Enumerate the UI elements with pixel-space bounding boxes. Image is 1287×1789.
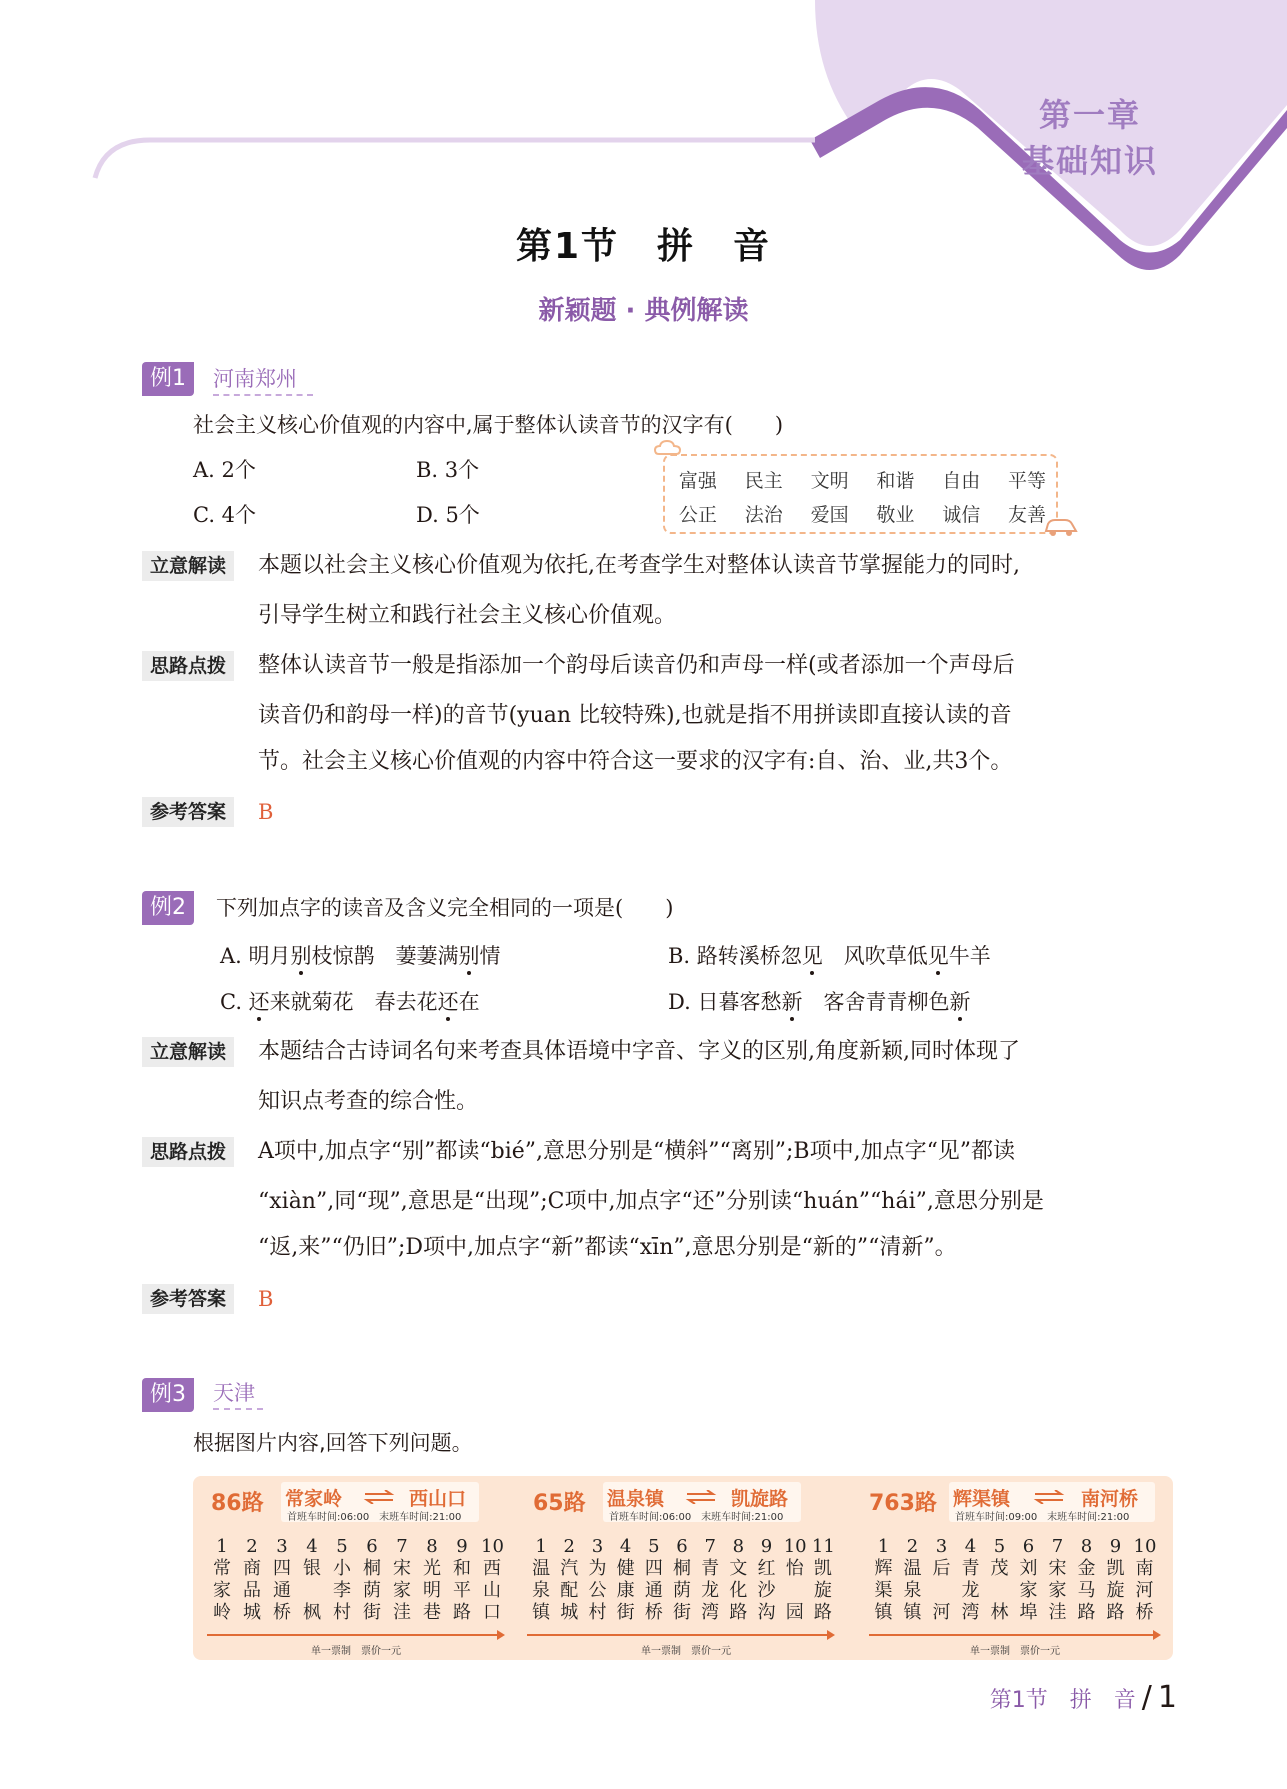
example1-question: 社会主义核心价值观的内容中,属于整体认读音节的汉字有( ) (193, 413, 784, 437)
bus-stop-char: 3 (591, 1536, 604, 1557)
core-value: 爱国 (810, 504, 849, 526)
bus-stop-char (989, 1580, 1011, 1602)
bus-stop (331, 1536, 353, 1624)
bus-stop-char: 桥 (644, 1602, 663, 1623)
core-value: 富强 (678, 470, 717, 492)
bus-stop-char: 5 (336, 1536, 348, 1557)
bus-stop-char: 辉 (874, 1558, 893, 1579)
bus-route-86 (193, 1476, 519, 1660)
bus-stop-char: 9 (1109, 1536, 1122, 1557)
bus-stop-char: 旋 (813, 1580, 832, 1601)
bus-stop-char: 商 (243, 1558, 261, 1579)
bus-stop-char: 街 (616, 1602, 635, 1623)
bus-stop-char: 岭 (213, 1602, 231, 1623)
bus-stop-char: 家 (213, 1580, 231, 1601)
bus-stop-char: 桥 (1135, 1602, 1154, 1623)
route-header (603, 1482, 801, 1522)
dotted-char: 别 (458, 944, 480, 968)
bus-stop-char: 巷 (423, 1602, 441, 1623)
bus-stop-char: 马 (1077, 1580, 1096, 1601)
fare-info: 单一票制 票价一元 (970, 1646, 1060, 1657)
example2-question: 下列加点字的读音及含义完全相同的一项是( ) (216, 896, 674, 920)
bus-stop-char: 10 (481, 1536, 504, 1557)
bus-stop-char: 镇 (874, 1602, 893, 1623)
example1-hint-line2: 读音仍和韵母一样)的音节(yuan 比较特殊),也就是指不用拼读即直接认读的音 (258, 703, 1012, 728)
route-header (949, 1482, 1155, 1522)
page-number: 1 (1157, 1680, 1177, 1715)
dotted-char: 新 (781, 990, 803, 1014)
bus-stop-char: 龙 (701, 1580, 720, 1601)
bus-stop-char: 镇 (903, 1602, 922, 1623)
example2-option-b (668, 941, 991, 971)
bus-stop-char: 后 (932, 1558, 951, 1579)
route-number: 763路 (869, 1491, 937, 1516)
bus-stop-char: 口 (483, 1602, 501, 1623)
bus-stop-char: 1 (216, 1536, 228, 1557)
example1-answer-label: 参考答案 (142, 797, 234, 827)
bus-stop-char: 茂 (990, 1558, 1009, 1579)
route-end: 凯旋路 (731, 1488, 789, 1510)
bus-stop-char: 洼 (393, 1602, 411, 1623)
bus-stop (960, 1536, 982, 1624)
core-value: 和谐 (876, 470, 915, 492)
bus-stop (902, 1536, 924, 1624)
bus-stop-char: 埠 (1019, 1602, 1038, 1623)
bus-stop-char: 路 (1077, 1602, 1096, 1623)
option-text: A. 明月 (220, 944, 291, 968)
core-value: 文明 (810, 470, 849, 492)
option-text: 枝惊鹊 萋萋满 (311, 944, 459, 968)
bus-stop-char: 路 (1106, 1602, 1125, 1623)
page-footer (990, 1680, 1177, 1715)
bus-stop-char: 桐 (363, 1558, 381, 1579)
bus-stop-char: 4 (964, 1536, 977, 1557)
core-value: 法治 (744, 504, 783, 526)
route-times: 首班车时间:06:00 末班车时间:21:00 (609, 1512, 784, 1523)
bus-stop-char: 7 (396, 1536, 408, 1557)
bus-stop-char: 2 (246, 1536, 258, 1557)
bus-stop-char: 湾 (961, 1602, 980, 1623)
example1-analysis-line2: 引导学生树立和践行社会主义核心价值观。 (258, 603, 677, 628)
bus-stop-char: 7 (1051, 1536, 1064, 1557)
example3-region: 天津 (213, 1381, 255, 1405)
route-start: 常家岭 (285, 1488, 343, 1510)
bus-stop (481, 1536, 503, 1624)
bus-route-65 (523, 1476, 849, 1660)
example1-region: 河南郑州 (213, 367, 297, 391)
bus-stop-char: 3 (276, 1536, 288, 1557)
bus-stop-char: 9 (456, 1536, 468, 1557)
core-value: 自由 (942, 470, 981, 492)
direction-arrow (527, 1634, 833, 1636)
bus-stop-char: 平 (453, 1580, 471, 1601)
bus-stop-char: 5 (993, 1536, 1006, 1557)
bus-stop (784, 1536, 806, 1624)
bus-stop-char: 四 (644, 1558, 663, 1579)
bus-stop (1105, 1536, 1127, 1624)
core-value: 平等 (1008, 470, 1047, 492)
example2-option-d (668, 987, 970, 1017)
bus-stop-char: 2 (563, 1536, 575, 1557)
bus-stop-char: 文 (729, 1558, 748, 1579)
example2-option-a (220, 941, 501, 971)
example1-hint-line1: 整体认读音节一般是指添加一个韵母后读音仍和声母一样(或者添加一个声母后 (258, 653, 1015, 678)
bus-stop-char: 荫 (673, 1580, 691, 1601)
bus-stop-char: 湾 (701, 1602, 720, 1623)
bus-stop-char: 城 (560, 1602, 579, 1623)
bus-route-panel (193, 1476, 1173, 1660)
bus-stop-char: 3 (935, 1536, 948, 1557)
bus-stop (931, 1536, 953, 1624)
bus-stop (586, 1536, 608, 1624)
example2-answer-label: 参考答案 (142, 1284, 234, 1314)
example2-hint-line3: “返,来”“仍旧”;D项中,加点字“新”都读“xīn”,意思分别是“新的”“清新”。 (258, 1235, 957, 1260)
bus-stop-char: 李 (333, 1580, 351, 1601)
bus-stop-char: 化 (729, 1580, 748, 1601)
bus-stop-char: 8 (1080, 1536, 1093, 1557)
core-value: 民主 (744, 470, 783, 492)
example1-tag: 例1 (142, 362, 194, 396)
bus-stop-char: 青 (701, 1558, 720, 1579)
bus-stop-char: 家 (393, 1580, 411, 1601)
bus-stop-char: 园 (785, 1602, 804, 1623)
chapter-title: 基础知识 (1021, 142, 1158, 180)
example1-answer: B (258, 800, 274, 824)
cloud-icon (653, 438, 683, 460)
bus-stop-char: 1 (535, 1536, 547, 1557)
bus-stop (1134, 1536, 1156, 1624)
route-number: 65路 (533, 1491, 586, 1516)
bus-stop-char: 4 (306, 1536, 318, 1557)
dotted-char: 还 (437, 990, 459, 1014)
fare-info: 单一票制 票价一元 (311, 1646, 401, 1657)
bus-stop-char: 路 (453, 1602, 471, 1623)
example2-hint-label: 思路点拨 (142, 1137, 234, 1167)
bus-stop (451, 1536, 473, 1624)
dotted-char: 见 (801, 944, 823, 968)
bus-stop-char: 街 (363, 1602, 381, 1623)
bus-stop-char: 汽 (560, 1558, 579, 1579)
example2-analysis-line1: 本题结合古诗词名句来考查具体语境中字音、字义的区别,角度新颖,同时体现了 (258, 1039, 1020, 1064)
bus-stop-char: 红 (757, 1558, 776, 1579)
bus-stop (1047, 1536, 1069, 1624)
footer-section: 第1节 拼 音 (989, 1688, 1136, 1713)
bus-stop (1076, 1536, 1098, 1624)
bus-stop-char: 常 (213, 1558, 231, 1579)
route-header (281, 1482, 479, 1522)
bus-stop-char: 和 (453, 1558, 471, 1579)
car-icon (1043, 514, 1079, 538)
section-subtitle: 新颖题 · 典例解读 (538, 296, 749, 326)
bus-stop-char: 林 (990, 1602, 1009, 1623)
bus-stop-char: 6 (366, 1536, 378, 1557)
bus-stop-char: 青 (961, 1558, 980, 1579)
bus-stop-char: 河 (1135, 1580, 1154, 1601)
route-number: 86路 (211, 1491, 264, 1516)
core-value: 敬业 (876, 504, 915, 526)
bus-stop-char: 凯 (813, 1558, 832, 1579)
bus-stop-char (784, 1580, 806, 1602)
bus-stop-char: 路 (813, 1602, 832, 1623)
example1-hint-label: 思路点拨 (142, 651, 234, 681)
bus-stop-char: 四 (273, 1558, 291, 1579)
bus-stop-char: 旋 (1106, 1580, 1125, 1601)
dotted-char: 新 (949, 990, 971, 1014)
direction-arrow (869, 1634, 1159, 1636)
bus-stop-char: 怡 (785, 1558, 804, 1579)
bus-stop-char: 桥 (273, 1602, 291, 1623)
bus-stop-char: 泉 (532, 1580, 551, 1601)
bus-stop (812, 1536, 834, 1624)
example1-analysis-line1: 本题以社会主义核心价值观为依托,在考查学生对整体认读音节掌握能力的同时, (258, 553, 1020, 578)
example2-tag: 例2 (142, 891, 194, 925)
bus-stop-char: 1 (877, 1536, 890, 1557)
bus-route-763 (857, 1476, 1173, 1660)
bus-stop (671, 1536, 693, 1624)
option-text: 情 (479, 944, 501, 968)
bus-stop-char (931, 1580, 953, 1602)
bus-stop (241, 1536, 263, 1624)
option-text: D. 日暮客愁 (668, 990, 782, 1014)
example1-analysis-label: 立意解读 (142, 551, 234, 581)
bus-stop (1018, 1536, 1040, 1624)
bus-stop (615, 1536, 637, 1624)
bus-stop (989, 1536, 1011, 1624)
bus-stop (301, 1536, 323, 1624)
bidirectional-arrow-icon (685, 1490, 717, 1504)
bus-stop-char: 配 (560, 1580, 579, 1601)
bus-stop-char: 2 (906, 1536, 919, 1557)
bus-stop (756, 1536, 778, 1624)
bus-stop (558, 1536, 580, 1624)
bus-stop-char: 路 (729, 1602, 748, 1623)
core-value: 诚信 (942, 504, 981, 526)
example2-option-c (220, 987, 480, 1017)
example1-region-underline (213, 394, 313, 396)
bus-stop (421, 1536, 443, 1624)
bus-stop-char: 龙 (961, 1580, 980, 1601)
bus-stop-char: 为 (588, 1558, 607, 1579)
bus-stop (643, 1536, 665, 1624)
bus-stop-char: 城 (243, 1602, 261, 1623)
bus-stop-char: 桐 (673, 1558, 691, 1579)
bus-stop-char: 南 (1135, 1558, 1154, 1579)
bus-stop-char: 健 (616, 1558, 635, 1579)
route-end: 西山口 (409, 1488, 467, 1510)
bus-stop (873, 1536, 895, 1624)
bus-stop-char: 6 (1022, 1536, 1035, 1557)
bus-stop-char: 8 (426, 1536, 438, 1557)
bus-stop-char: 温 (903, 1558, 922, 1579)
option-text: 在 (458, 990, 480, 1014)
bidirectional-arrow-icon (1033, 1490, 1065, 1504)
bus-stop-char: 4 (619, 1536, 632, 1557)
bus-stop-char: 镇 (532, 1602, 551, 1623)
bus-stop-char: 10 (1133, 1536, 1157, 1557)
bus-stop-char: 公 (588, 1580, 607, 1601)
bus-stop-char: 金 (1077, 1558, 1096, 1579)
bus-stop-char: 宋 (1048, 1558, 1067, 1579)
core-value: 公正 (678, 504, 717, 526)
bus-stop-char: 温 (532, 1558, 551, 1579)
core-values-row1 (665, 466, 1060, 493)
footer-separator: / (1141, 1680, 1152, 1715)
bus-stop-char: 小 (333, 1558, 351, 1579)
example1-option-a: A. 2个 (193, 458, 256, 482)
bus-stop-char (301, 1580, 323, 1602)
example2-answer: B (258, 1287, 274, 1311)
bus-stop-char: 西 (483, 1558, 501, 1579)
bus-stop-char: 沟 (757, 1602, 776, 1623)
bus-stop-char: 沙 (757, 1580, 776, 1601)
example3-tag: 例3 (142, 1378, 194, 1412)
example3-question: 根据图片内容,回答下列问题。 (193, 1431, 473, 1455)
bus-stop-char: 通 (644, 1580, 663, 1601)
bus-stop (391, 1536, 413, 1624)
bidirectional-arrow-icon (363, 1490, 395, 1504)
bus-stop-char: 村 (333, 1602, 351, 1623)
bus-stop-char: 家 (1019, 1580, 1038, 1601)
option-text: C. (220, 990, 249, 1014)
option-text: 客舍青青柳色 (802, 990, 950, 1014)
bus-stop-char: 枫 (303, 1602, 321, 1623)
bus-stop-char: 渠 (874, 1580, 893, 1601)
bus-stop-char: 泉 (903, 1580, 922, 1601)
bus-stop-char: 通 (273, 1580, 291, 1601)
example1-option-c: C. 4个 (193, 503, 257, 527)
dotted-char: 见 (927, 944, 949, 968)
option-text: 风吹草低 (822, 944, 928, 968)
bus-stop-char: 5 (648, 1536, 660, 1557)
route-times: 首班车时间:06:00 末班车时间:21:00 (287, 1512, 462, 1523)
direction-arrow (207, 1634, 503, 1636)
bus-stop-char: 品 (243, 1580, 261, 1601)
example2-hint-line1: A项中,加点字“别”都读“bié”,意思分别是“横斜”“离别”;B项中,加点字“见”都读 (258, 1139, 1016, 1164)
route-times: 首班车时间:09:00 末班车时间:21:00 (955, 1512, 1130, 1523)
bus-stop-char: 凯 (1106, 1558, 1125, 1579)
route-start: 温泉镇 (607, 1488, 665, 1510)
bus-stop-char: 洼 (1048, 1602, 1067, 1623)
bus-stop (271, 1536, 293, 1624)
bus-stop-char: 8 (732, 1536, 745, 1557)
example1-hint-line3: 节。社会主义核心价值观的内容中符合这一要求的汉字有:自、治、业,共3个。 (258, 749, 1013, 774)
example1-option-b: B. 3个 (416, 458, 480, 482)
bus-stop-char: 刘 (1019, 1558, 1038, 1579)
bus-stop-char: 银 (303, 1558, 321, 1579)
bus-stop-char: 明 (423, 1580, 441, 1601)
core-values-box (663, 454, 1058, 534)
bus-stop-char: 街 (673, 1602, 691, 1623)
section-title: 第1节 拼 音 (515, 226, 772, 267)
dotted-char: 还 (248, 990, 270, 1014)
chapter-number: 第一章 (1038, 96, 1141, 134)
bus-stop-char: 荫 (363, 1580, 381, 1601)
bus-stop (699, 1536, 721, 1624)
bus-stop (361, 1536, 383, 1624)
route-end: 南河桥 (1081, 1488, 1139, 1510)
bus-stop-char: 11 (811, 1536, 835, 1557)
bus-stop-char: 宋 (393, 1558, 411, 1579)
option-text: 来就菊花 春去花 (269, 990, 438, 1014)
route-start: 辉渠镇 (953, 1488, 1011, 1510)
core-values-row2 (665, 500, 1060, 527)
bus-stop-char: 6 (676, 1536, 688, 1557)
bus-stop-char: 河 (932, 1602, 951, 1623)
bus-stop (530, 1536, 552, 1624)
bus-stop (211, 1536, 233, 1624)
bus-stop-char: 10 (783, 1536, 807, 1557)
bus-stop (727, 1536, 749, 1624)
bus-stop-char: 家 (1048, 1580, 1067, 1601)
core-value: 友善 (1008, 504, 1047, 526)
example2-hint-line2: “xiàn”,同“现”,意思是“出现”;C项中,加点字“还”分别读“huán”“hái”,意思分别是 (258, 1189, 1044, 1214)
bus-stop-char: 康 (616, 1580, 635, 1601)
bus-stop-char: 9 (760, 1536, 773, 1557)
example1-option-d: D. 5个 (416, 503, 480, 527)
option-text: B. 路转溪桥忽 (668, 944, 802, 968)
bus-stop-char: 7 (704, 1536, 716, 1557)
fare-info: 单一票制 票价一元 (641, 1646, 731, 1657)
example2-analysis-label: 立意解读 (142, 1037, 234, 1067)
dotted-char: 别 (290, 944, 312, 968)
example3-region-underline (213, 1408, 263, 1410)
bus-stop-char: 村 (588, 1602, 607, 1623)
example2-analysis-line2: 知识点考查的综合性。 (258, 1089, 479, 1114)
bus-stop-char: 山 (483, 1580, 501, 1601)
option-text: 牛羊 (948, 944, 991, 968)
bus-stop-char: 光 (423, 1558, 441, 1579)
